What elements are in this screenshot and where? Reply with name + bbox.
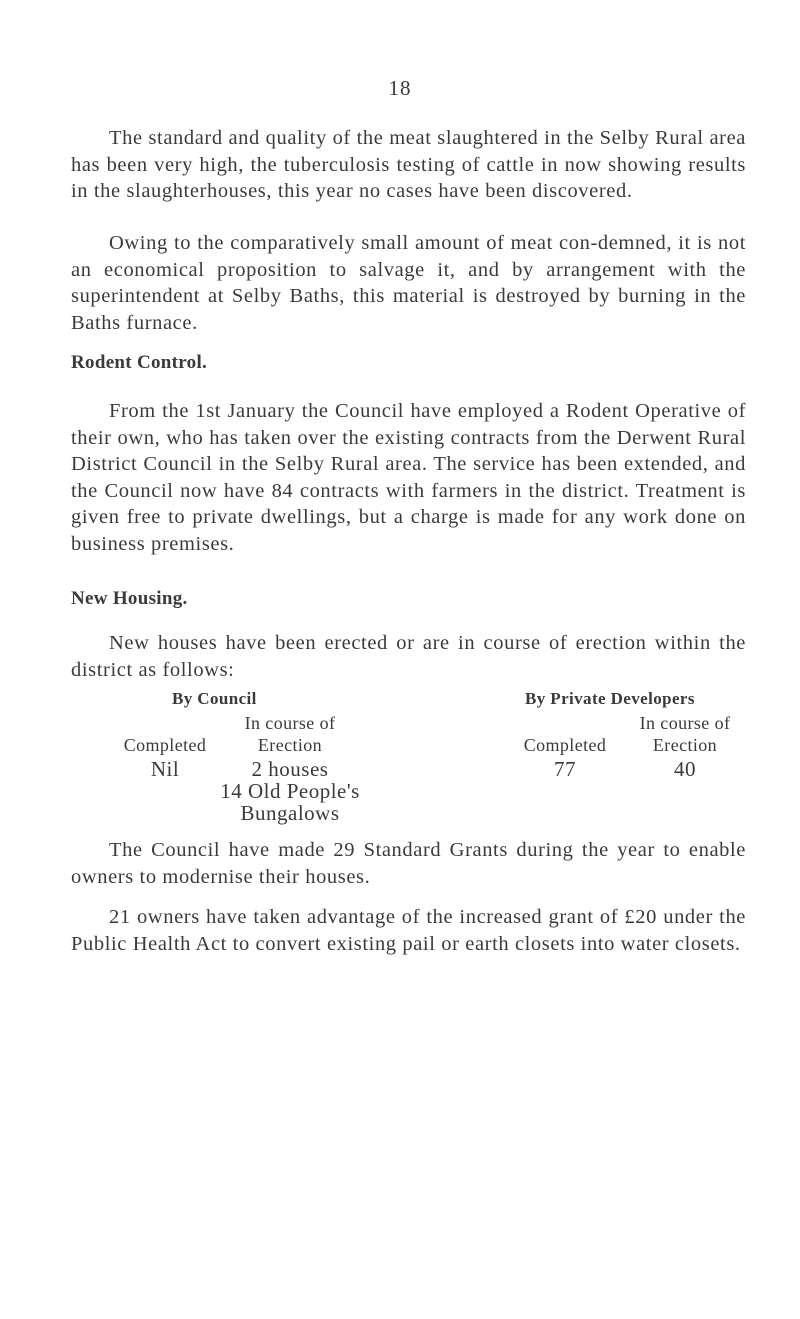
council-in-course-label-2: Erection	[257, 735, 323, 755]
paragraph-improved-grant: 21 owners have taken advantage of the increased grant of £20 under the Public Health Act to convert existing pail or earth closets into water closets.	[71, 906, 746, 955]
paragraph-rodent-operative: From the 1st January the Council have employed a Rodent Operative of their own, who has taken over the existing contracts from the Derwent Rural District Council in the Selby Rural area. The service has been extended, and the Council now have 84 contracts with farmers in the district. Treatment is given free to private dwellings, but a charge is made for any work done on business premises.	[71, 400, 746, 555]
private-header: By Private Developers	[525, 689, 695, 708]
council-in-course-label-1: In course of	[244, 713, 336, 733]
council-header: By Council	[172, 689, 257, 708]
paragraph-standard-grants: The Council have made 29 Standard Grants during the year to enable owners to modernise their houses.	[71, 839, 746, 888]
private-in-course-value: 40	[674, 757, 696, 781]
council-in-course-value-1: 2 houses	[251, 757, 329, 781]
council-completed-label: Completed	[123, 735, 207, 755]
private-completed-value: 77	[554, 757, 576, 781]
page-number: 18	[388, 76, 412, 100]
private-completed-label: Completed	[523, 735, 607, 755]
paragraph-meat-standard: The standard and quality of the meat slaughtered in the Selby Rural area has been very high, the tuberculosis testing of cattle in now showing results in the slaughterhouses, this year no cases have been discovered.	[71, 127, 746, 202]
council-in-course-value-3: Bungalows	[240, 801, 340, 825]
private-in-course-label-2: Erection	[652, 735, 718, 755]
heading-rodent-control: Rodent Control.	[71, 352, 208, 373]
council-completed-value: Nil	[150, 757, 180, 781]
paragraph-housing-intro: New houses have been erected or are in course of erection within the district as follows:	[71, 632, 746, 681]
paragraph-condemned-meat: Owing to the comparatively small amount of meat con-demned, it is not an economical proposition to salvage it, and by arrangement with the superintendent at Selby Baths, this material is destroyed by burning in the Baths furnace.	[71, 232, 746, 334]
council-in-course-value-2: 14 Old People's	[220, 779, 360, 803]
heading-new-housing: New Housing.	[71, 588, 188, 609]
private-in-course-label-1: In course of	[639, 713, 731, 733]
